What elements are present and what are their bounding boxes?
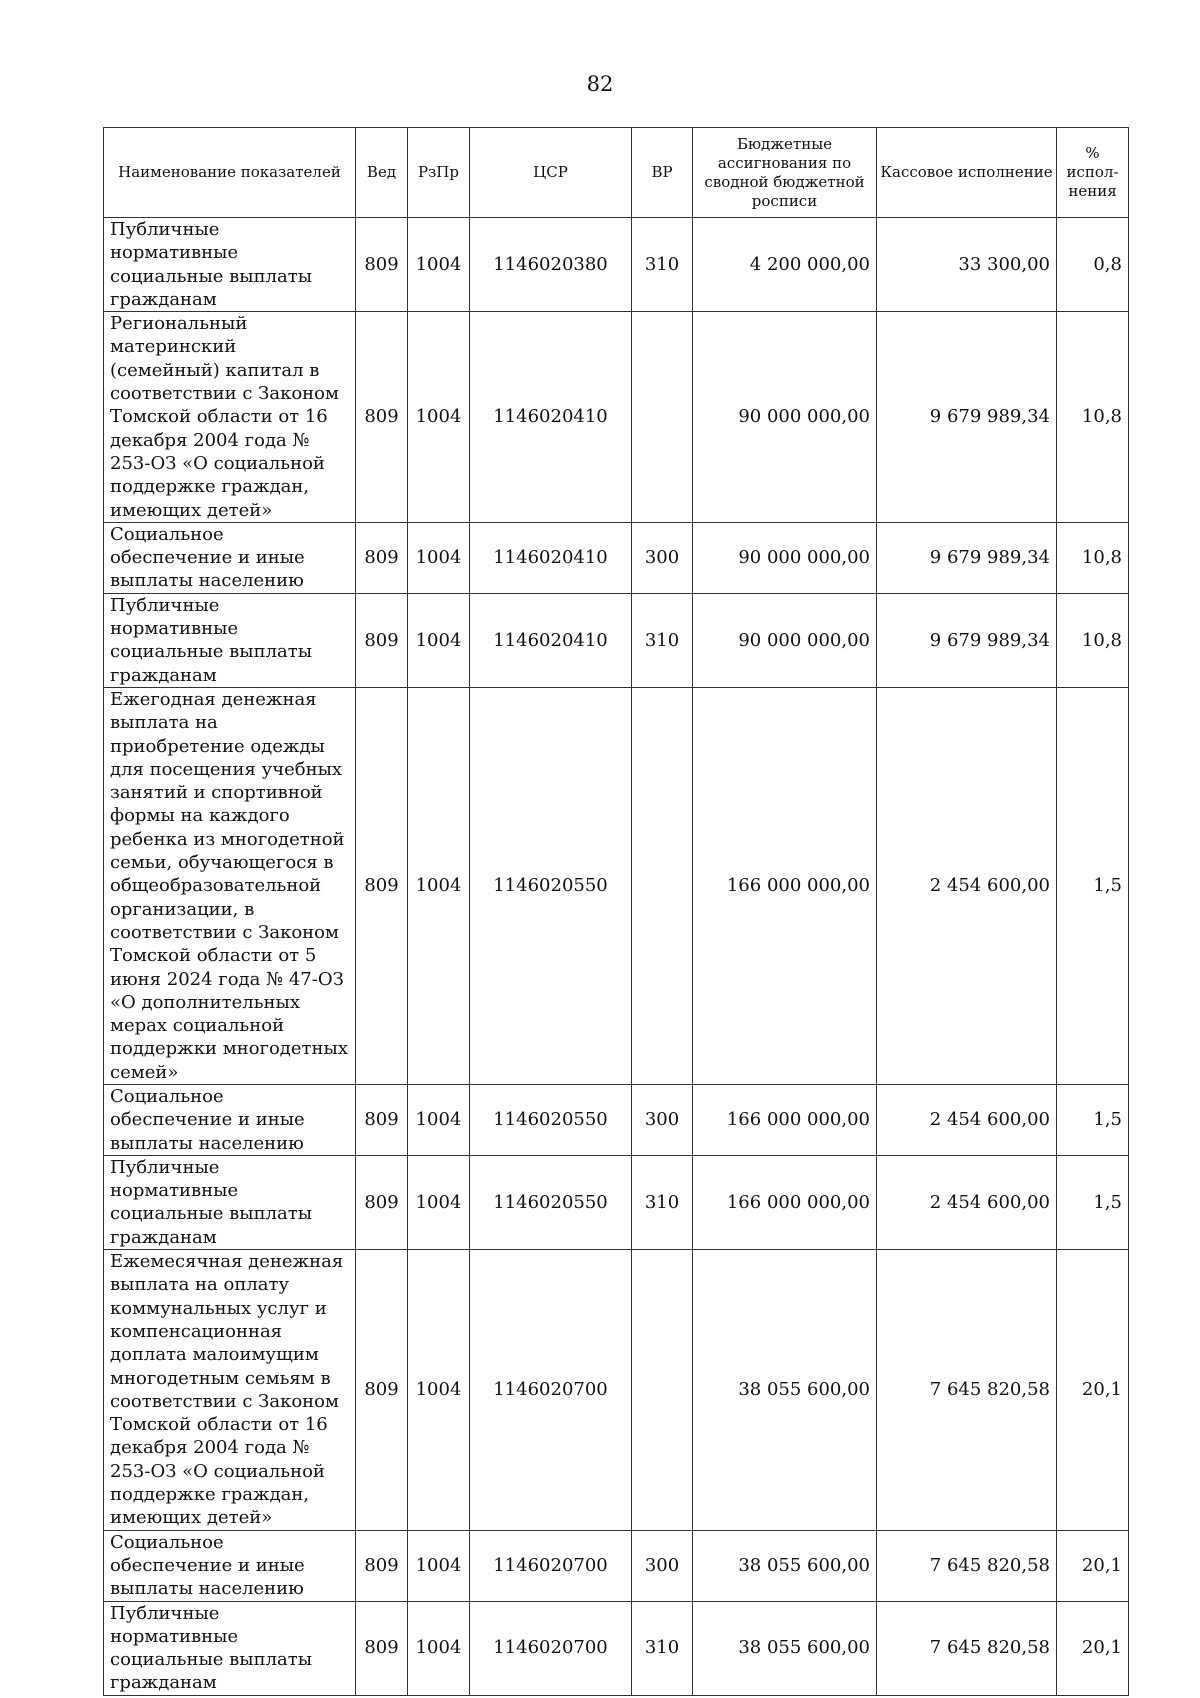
- cell-budget: 4 200 000,00: [693, 218, 877, 312]
- cell-percent: 20,1: [1057, 1601, 1129, 1695]
- cell-percent: 10,8: [1057, 312, 1129, 523]
- cell-csr: 1146020700: [470, 1530, 632, 1601]
- cell-vr: [632, 687, 693, 1084]
- cell-percent: 20,1: [1057, 1250, 1129, 1531]
- cell-percent: 10,8: [1057, 522, 1129, 593]
- cell-cash: 33 300,00: [877, 218, 1057, 312]
- table-row: [104, 1155, 1129, 1249]
- cell-rzpr: 1004: [408, 1250, 470, 1531]
- cell-csr: 1146020380: [470, 218, 632, 312]
- header-percent: % испол-нения: [1057, 128, 1129, 218]
- header-name: Наименование показателей: [104, 128, 356, 218]
- cell-csr: 1146020550: [470, 687, 632, 1084]
- cell-cash: 9 679 989,34: [877, 312, 1057, 523]
- cell-rzpr: 1004: [408, 522, 470, 593]
- cell-cash: 2 454 600,00: [877, 1155, 1057, 1249]
- cell-budget: 38 055 600,00: [693, 1530, 877, 1601]
- header-cash: Кассовое исполнение: [877, 128, 1057, 218]
- cell-percent: 1,5: [1057, 1155, 1129, 1249]
- cell-csr: 1146020410: [470, 312, 632, 523]
- cell-ved: 809: [356, 218, 408, 312]
- cell-ved: 809: [356, 1250, 408, 1531]
- table-row: [104, 218, 1129, 312]
- cell-csr: 1146020410: [470, 593, 632, 687]
- cell-budget: 166 000 000,00: [693, 687, 877, 1084]
- cell-csr: 1146020410: [470, 522, 632, 593]
- cell-name: Публичные нормативные социальные выплаты гражданам: [104, 593, 356, 687]
- header-rzpr: РзПр: [408, 128, 470, 218]
- cell-rzpr: 1004: [408, 1084, 470, 1155]
- cell-cash: 2 454 600,00: [877, 687, 1057, 1084]
- cell-name: Социальное обеспечение и иные выплаты населению: [104, 1084, 356, 1155]
- table-row: [104, 1601, 1129, 1695]
- cell-vr: 300: [632, 522, 693, 593]
- cell-cash: 7 645 820,58: [877, 1601, 1057, 1695]
- cell-ved: 809: [356, 1601, 408, 1695]
- cell-cash: 9 679 989,34: [877, 522, 1057, 593]
- cell-ved: 809: [356, 522, 408, 593]
- cell-rzpr: 1004: [408, 218, 470, 312]
- cell-budget: 166 000 000,00: [693, 1155, 877, 1249]
- cell-ved: 809: [356, 1084, 408, 1155]
- cell-name: Публичные нормативные социальные выплаты гражданам: [104, 218, 356, 312]
- cell-cash: 9 679 989,34: [877, 593, 1057, 687]
- table-header-row: [104, 128, 1129, 218]
- table-row: [104, 1250, 1129, 1531]
- cell-budget: 90 000 000,00: [693, 593, 877, 687]
- header-vr: ВР: [632, 128, 693, 218]
- table-row: [104, 687, 1129, 1084]
- cell-percent: 1,5: [1057, 1084, 1129, 1155]
- cell-name: Региональный материнский (семейный) капитал в соответствии с Законом Томской области от 16 декабря 2004 года № 253-ОЗ «О социальной поддержке граждан, имеющих детей»: [104, 312, 356, 523]
- cell-budget: 166 000 000,00: [693, 1084, 877, 1155]
- cell-percent: 10,8: [1057, 593, 1129, 687]
- cell-name: Публичные нормативные социальные выплаты гражданам: [104, 1601, 356, 1695]
- cell-csr: 1146020700: [470, 1250, 632, 1531]
- cell-percent: 20,1: [1057, 1530, 1129, 1601]
- cell-ved: 809: [356, 593, 408, 687]
- table-row: [104, 522, 1129, 593]
- table-row: [104, 312, 1129, 523]
- cell-vr: 310: [632, 1601, 693, 1695]
- cell-cash: 2 454 600,00: [877, 1084, 1057, 1155]
- cell-rzpr: 1004: [408, 687, 470, 1084]
- cell-rzpr: 1004: [408, 1155, 470, 1249]
- cell-name: Публичные нормативные социальные выплаты гражданам: [104, 1155, 356, 1249]
- cell-percent: 0,8: [1057, 218, 1129, 312]
- cell-csr: 1146020550: [470, 1084, 632, 1155]
- cell-ved: 809: [356, 1530, 408, 1601]
- cell-budget: 90 000 000,00: [693, 312, 877, 523]
- budget-execution-table: [103, 127, 1129, 1696]
- cell-rzpr: 1004: [408, 1601, 470, 1695]
- cell-ved: 809: [356, 312, 408, 523]
- cell-vr: 310: [632, 1155, 693, 1249]
- cell-name: Ежегодная денежная выплата на приобретение одежды для посещения учебных занятий и спортивной формы на каждого ребенка из многодетной семьи, обучающегося в общеобразовательной организации, в соответствии с Законом Томской области от 5 июня 2024 года № 47-ОЗ «О дополнительных мерах социальной поддержки многодетных семей»: [104, 687, 356, 1084]
- cell-ved: 809: [356, 1155, 408, 1249]
- table-row: [104, 593, 1129, 687]
- page-number: 82: [586, 72, 614, 96]
- header-budget: Бюджетные ассигнования по сводной бюджетной росписи: [693, 128, 877, 218]
- table-row: [104, 1530, 1129, 1601]
- cell-csr: 1146020550: [470, 1155, 632, 1249]
- cell-budget: 38 055 600,00: [693, 1250, 877, 1531]
- header-ved: Вед: [356, 128, 408, 218]
- cell-rzpr: 1004: [408, 593, 470, 687]
- cell-vr: 310: [632, 593, 693, 687]
- cell-csr: 1146020700: [470, 1601, 632, 1695]
- cell-vr: 300: [632, 1084, 693, 1155]
- cell-budget: 38 055 600,00: [693, 1601, 877, 1695]
- cell-name: Социальное обеспечение и иные выплаты населению: [104, 522, 356, 593]
- cell-rzpr: 1004: [408, 312, 470, 523]
- cell-vr: [632, 312, 693, 523]
- cell-vr: [632, 1250, 693, 1531]
- cell-name: Ежемесячная денежная выплата на оплату коммунальных услуг и компенсационная доплата малоимущим многодетным семьям в соответствии с Законом Томской области от 16 декабря 2004 года № 253-ОЗ «О социальной поддержке граждан, имеющих детей»: [104, 1250, 356, 1531]
- cell-vr: 310: [632, 218, 693, 312]
- cell-name: Социальное обеспечение и иные выплаты населению: [104, 1530, 356, 1601]
- cell-cash: 7 645 820,58: [877, 1250, 1057, 1531]
- cell-ved: 809: [356, 687, 408, 1084]
- cell-cash: 7 645 820,58: [877, 1530, 1057, 1601]
- cell-budget: 90 000 000,00: [693, 522, 877, 593]
- cell-rzpr: 1004: [408, 1530, 470, 1601]
- cell-vr: 300: [632, 1530, 693, 1601]
- cell-percent: 1,5: [1057, 687, 1129, 1084]
- header-csr: ЦСР: [470, 128, 632, 218]
- table-row: [104, 1084, 1129, 1155]
